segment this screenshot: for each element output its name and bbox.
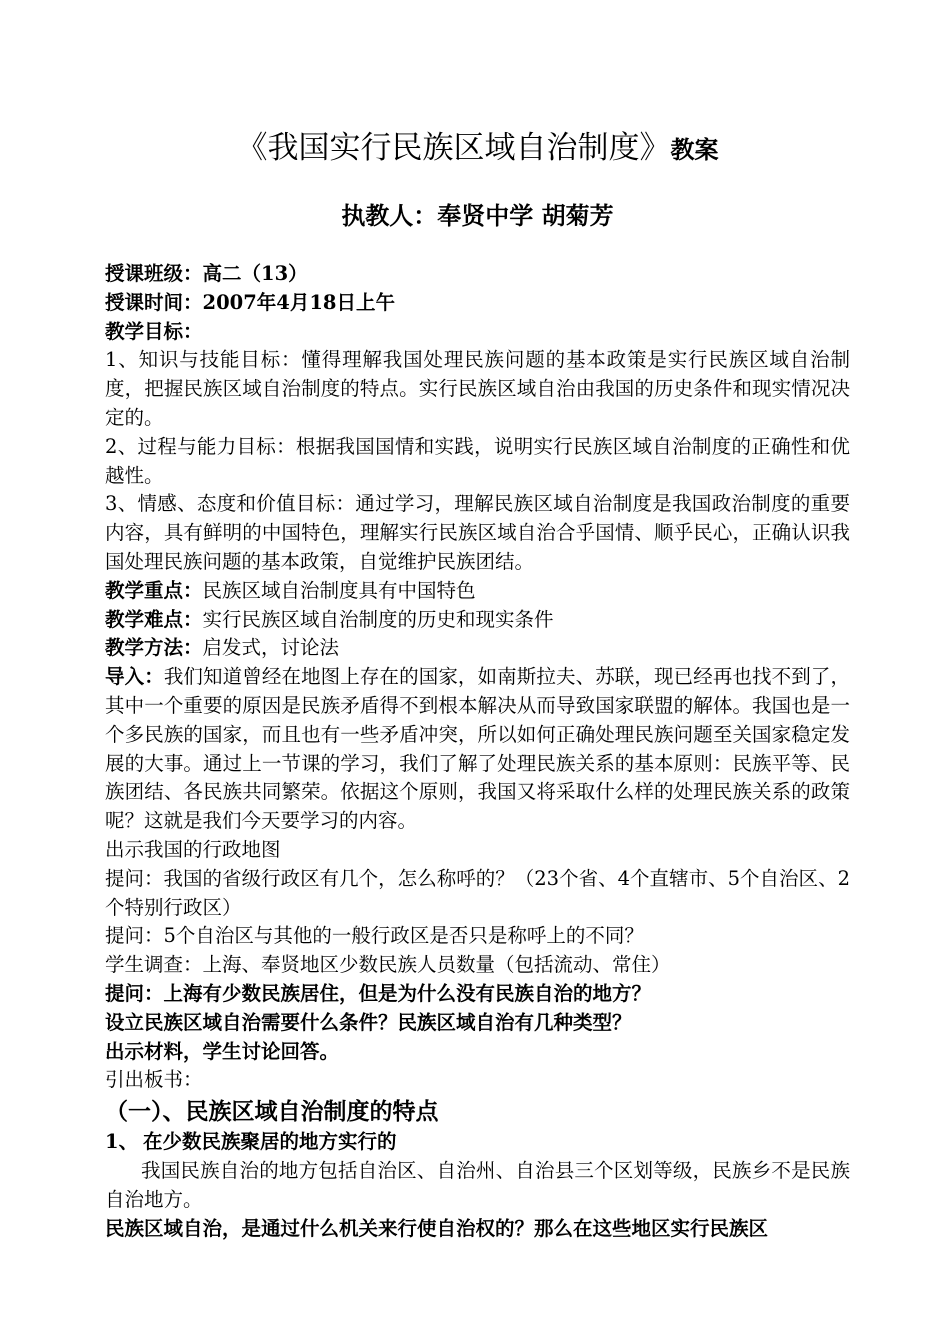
method-line xyxy=(105,634,850,663)
difficulty-text: 实行民族区域自治制度的历史和现实条件 xyxy=(202,607,554,631)
board-intro: 引出板书： xyxy=(105,1068,203,1092)
bold-material-discussion: 出示材料，学生讨论回答。 xyxy=(105,1039,340,1063)
title-suffix: 教案 xyxy=(670,135,719,164)
goal-knowledge: 1、知识与技能目标：懂得理解我国处理民族问题的基本政策是实行民族区域自治制度，把握民族区域自治制度的特点。实行民族区域自治由我国的历史条件和现实情况决定的。 xyxy=(105,348,850,429)
class-line: 授课班级：高二（13） xyxy=(105,262,308,285)
difficulty-line xyxy=(105,606,850,635)
document-title xyxy=(105,128,850,170)
section-heading-1: （一）、民族区域自治制度的特点 xyxy=(105,1098,439,1126)
document-body xyxy=(105,260,850,1243)
step-survey: 学生调查：上海、奉贤地区少数民族人员数量（包括流动、常住） xyxy=(105,953,671,977)
intro-text: 我们知道曾经在地图上存在的国家，如南斯拉夫、苏联，现已经再也找不到了，其中一个重要的原因是民族矛盾得不到根本解决从而导致国家联盟的解体。我国也是一个多民族的国家，而且也有一些矛盾冲突，所以如何正确处理民族问题至关国家稳定发展的大事。通过上一节课的学习，我们了解了处理民族关系的基本原则：民族平等、民族团结、各民族共同繁荣。依据这个原则，我国又将采取什么样的处理民族关系的政策呢？这就是我们今天要学习的内容。 xyxy=(105,665,850,833)
step-question-provinces: 提问：我国的省级行政区有几个，怎么称呼的？（23个省、4个直辖市、5个自治区、2个特别行政区） xyxy=(105,866,850,919)
intro-label: 导入： xyxy=(105,665,164,689)
subheading-1-body: 我国民族自治的地方包括自治区、自治州、自治县三个区划等级，民族乡不是民族自治地方。 xyxy=(105,1158,850,1211)
key-point-line xyxy=(105,577,850,606)
bold-question-shanghai: 提问：上海有少数民族居住，但是为什么没有民族自治的地方？ xyxy=(105,981,652,1005)
key-point-label: 教学重点： xyxy=(105,578,203,602)
bold-question-conditions: 设立民族区域自治需要什么条件？民族区域自治有几种类型？ xyxy=(105,1010,632,1034)
method-label: 教学方法： xyxy=(105,636,203,660)
author-line: 执教人：奉贤中学 胡菊芳 xyxy=(341,201,614,230)
subheading-1-number: 1、 xyxy=(105,1130,139,1154)
step-map: 出示我国的行政地图 xyxy=(105,837,281,861)
goal-values: 3、情感、态度和价值目标：通过学习，理解民族区域自治制度是我国政治制度的重要内容，具有鲜明的中国特色，理解实行民族区域自治合乎国情、顺乎民心，正确认识我国处理民族问题的基本政策，自觉维护民族团结。 xyxy=(105,492,850,573)
subheading-1 xyxy=(105,1128,850,1157)
key-point-text: 民族区域自治制度具有中国特色 xyxy=(202,578,476,602)
subheading-1-text: 在少数民族聚居的地方实行的 xyxy=(143,1130,397,1154)
last-line: 民族区域自治，是通过什么机关来行使自治权的？那么在这些地区实行民族区 xyxy=(105,1216,769,1240)
title-main: 《我国实行民族区域自治制度》 xyxy=(236,130,671,166)
difficulty-label: 教学难点： xyxy=(105,607,203,631)
goal-process: 2、过程与能力目标：根据我国国情和实践，说明实行民族区域自治制度的正确性和优越性。 xyxy=(105,434,850,487)
time-line: 授课时间：2007年4月18日上午 xyxy=(105,290,395,314)
intro-paragraph xyxy=(105,663,850,836)
step-question-autonomous: 提问：5个自治区与其他的一般行政区是否只是称呼上的不同？ xyxy=(105,924,644,948)
goals-heading: 教学目标： xyxy=(105,319,203,343)
method-text: 启发式，讨论法 xyxy=(202,636,340,660)
